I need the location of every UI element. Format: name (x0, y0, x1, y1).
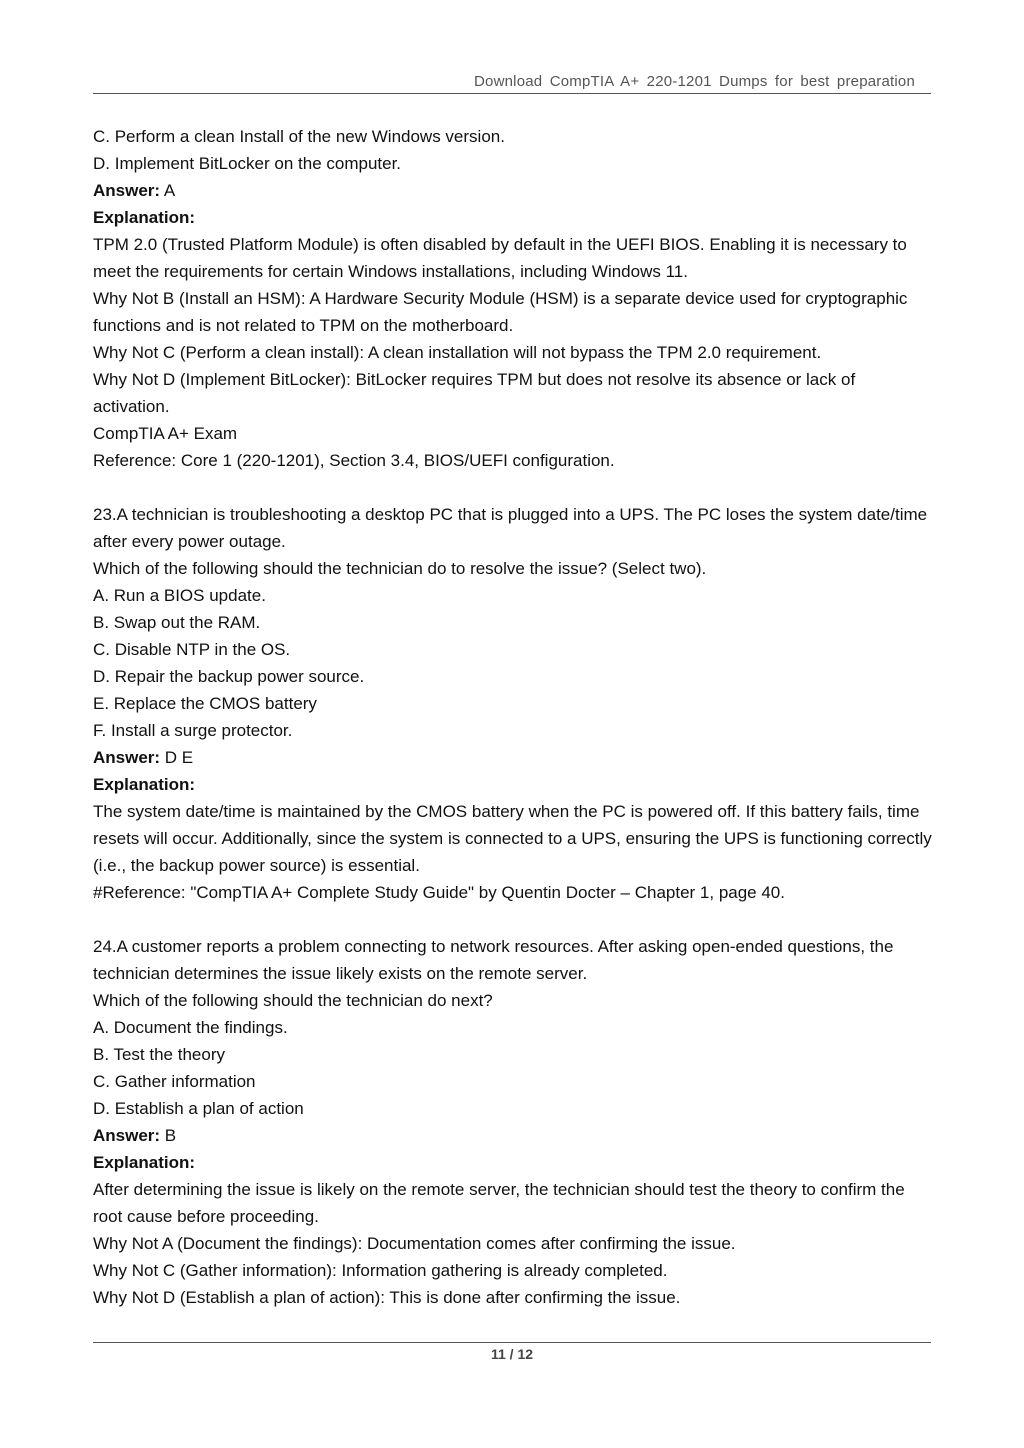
answer-value: A (160, 181, 176, 200)
q23-option-a: A. Run a BIOS update. (93, 586, 266, 605)
page-content (93, 123, 933, 1311)
q24-explanation-p1: After determining the issue is likely on the remote server, the technician should test the theory to confirm the root cause before proceeding. (93, 1180, 905, 1226)
q22-explanation-p1: TPM 2.0 (Trusted Platform Module) is often disabled by default in the UEFI BIOS. Enabling it is necessary to meet the requirements for certain Windows installations, including Windows 11. (93, 235, 907, 281)
explanation-label: Explanation: (93, 775, 196, 794)
page-header: Download CompTIA A+ 220-1201 Dumps for best preparation (474, 73, 915, 90)
q23-explanation-heading (93, 771, 933, 798)
explanation-label: Explanation: (93, 1153, 196, 1172)
answer-label: Answer: (93, 748, 161, 767)
q23-option-b: B. Swap out the RAM. (93, 613, 261, 632)
header-divider (93, 93, 931, 94)
q22-explanation-p3: Why Not C (Perform a clean install): A clean installation will not bypass the TPM 2.0 requirement. (93, 343, 822, 362)
q24-option-b: B. Test the theory (93, 1045, 225, 1064)
answer-value: D E (160, 748, 194, 767)
q24-explanation-p4: Why Not D (Establish a plan of action): This is done after confirming the issue. (93, 1288, 681, 1307)
q23-option-d: D. Repair the backup power source. (93, 667, 365, 686)
q23-stem: 23.A technician is troubleshooting a desktop PC that is plugged into a UPS. The PC loses the system date/time after every power outage. (93, 505, 928, 551)
q22-explanation-p4: Why Not D (Implement BitLocker): BitLocker requires TPM but does not resolve its absence or lack of activation. (93, 370, 856, 416)
q22-reference-1: CompTIA A+ Exam (93, 424, 238, 443)
spacer (93, 474, 933, 501)
q22-explanation-p2: Why Not B (Install an HSM): A Hardware Security Module (HSM) is a separate device used for cryptographic functions and is not related to TPM on the motherboard. (93, 289, 908, 335)
q23-option-e: E. Replace the CMOS battery (93, 694, 317, 713)
q24-prompt: Which of the following should the technician do next? (93, 991, 493, 1010)
q22-answer (93, 177, 933, 204)
q23-answer (93, 744, 933, 771)
q24-explanation-p3: Why Not C (Gather information): Information gathering is already completed. (93, 1261, 668, 1280)
q23-reference: #Reference: "CompTIA A+ Complete Study Guide" by Quentin Docter – Chapter 1, page 40. (93, 883, 785, 902)
q24-option-a: A. Document the findings. (93, 1018, 288, 1037)
footer-divider (93, 1342, 931, 1343)
q22-explanation-heading (93, 204, 933, 231)
q22-option-c: C. Perform a clean Install of the new Windows version. (93, 127, 505, 146)
q24-explanation-heading (93, 1149, 933, 1176)
answer-label: Answer: (93, 181, 161, 200)
q23-explanation-p1: The system date/time is maintained by the CMOS battery when the PC is powered off. If this battery fails, time resets will occur. Additionally, since the system is connected to a UPS, ensuring the UPS is functioning correctly (i.e., the backup power source) is essential. (93, 802, 932, 875)
page-number: 11 / 12 (490, 1346, 534, 1362)
q24-answer (93, 1122, 933, 1149)
answer-label: Answer: (93, 1126, 161, 1145)
q23-option-f: F. Install a surge protector. (93, 721, 293, 740)
q23-prompt: Which of the following should the technician do to resolve the issue? (Select two). (93, 559, 707, 578)
q24-explanation-p2: Why Not A (Document the findings): Documentation comes after confirming the issue. (93, 1234, 736, 1253)
q24-option-d: D. Establish a plan of action (93, 1099, 304, 1118)
q22-reference-2: Reference: Core 1 (220-1201), Section 3.4, BIOS/UEFI configuration. (93, 451, 615, 470)
spacer (93, 906, 933, 933)
explanation-label: Explanation: (93, 208, 196, 227)
q24-option-c: C. Gather information (93, 1072, 256, 1091)
q23-option-c: C. Disable NTP in the OS. (93, 640, 291, 659)
answer-value: B (160, 1126, 177, 1145)
q22-option-d: D. Implement BitLocker on the computer. (93, 154, 402, 173)
q24-stem: 24.A customer reports a problem connecting to network resources. After asking open-ended questions, the technician determines the issue likely exists on the remote server. (93, 937, 894, 983)
